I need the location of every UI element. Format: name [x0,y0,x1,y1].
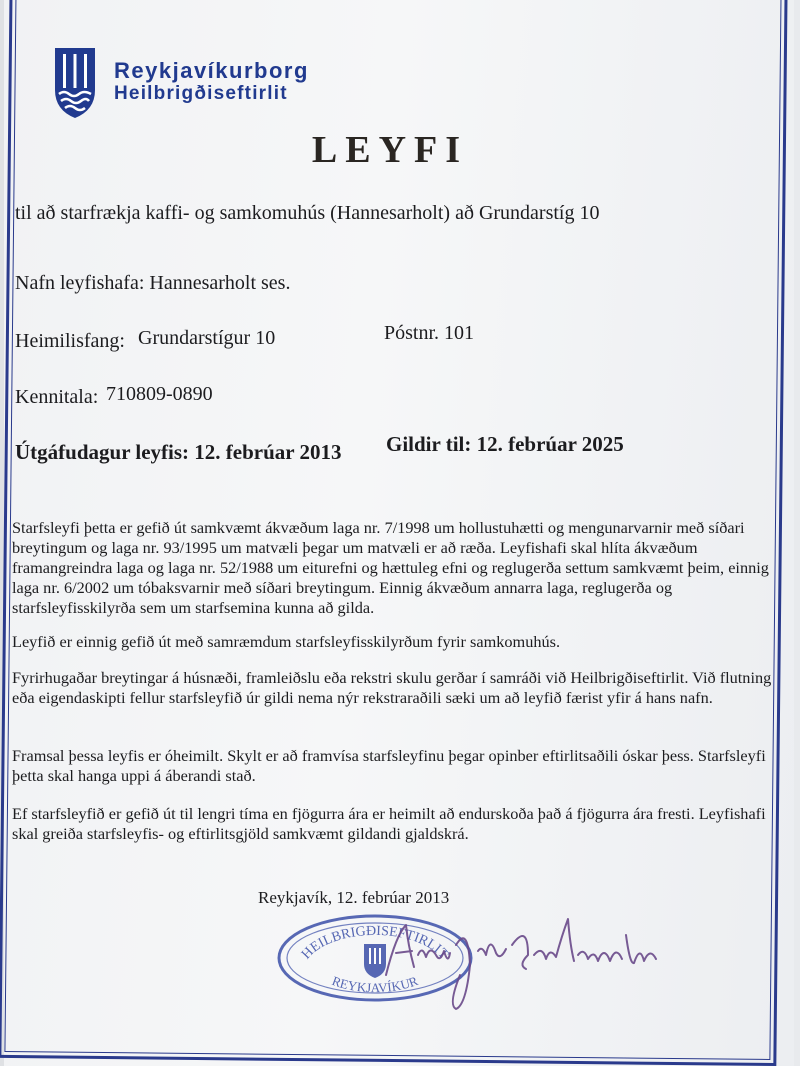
address-value: Grundarstígur 10 [138,327,276,349]
valid-until: Gildir til: 12. febrúar 2025 [386,432,624,456]
permit-purpose: til að starfrækja kaffi- og samkomuhús (Hannesarholt) að Grundarstíg 10 [15,202,600,224]
paragraph-legal-basis: Starfsleyfi þetta er gefið út samkvæmt ákvæðum laga nr. 7/1998 um hollustuhætti og mengunarvarnir með síðari breytingum og laga nr. 93/1995 um matvæli þegar um matvæli er að ræða. Leyfishafi skal hlíta ákvæðum framangreindra laga og laga nr. 52/1988 um eiturefni og hættuleg efni og reglugerða settum samkvæmt þeim, einnig laga nr. 6/2002 um tóbaksvarnir með síðari breytingum. Einnig ákvæðum annarra laga, reglugerða og starfsleyfisskilyrða sem um starfsemina kunna að gilda. [12,518,769,617]
postcode: Póstnr. 101 [384,322,475,344]
org-department: Heilbrigðiseftirlit [114,83,288,104]
place-and-date: Reykjavík, 12. febrúar 2013 [258,888,450,907]
address-label: Heimilisfang: [15,330,125,352]
paragraph-changes: Fyrirhugaðar breytingar á húsnæði, framleiðslu eða rekstri skulu gerðar í samráði við Heilbrigðiseftirlit. Við flutning eða eigendaskipti fellur starfsleyfið úr gildi nema nýr rekstraraðili sæki um að leyfið færist yfir á hans nafn. [12,668,772,707]
reykjavik-crest-icon [52,44,98,120]
paragraph-transfer: Framsal þessa leyfis er óheimilt. Skylt er að framvísa starfsleyfinu þegar opinber eftirlitsaðili óskar þess. Starfsleyfi þetta skal hanga uppi á áberandi stað. [12,746,766,785]
handwritten-signature [378,905,668,1015]
letterhead [52,44,309,120]
org-name: Reykjavíkurborg [114,58,309,83]
issue-date: Útgáfudagur leyfis: 12. febrúar 2013 [15,440,342,464]
paragraph-review-fees: Ef starfsleyfið er gefið út til lengri tíma en fjögurra ára er heimilt að endurskoða það á fjögurra ára fresti. Leyfishafi skal greiða starfsleyfis- og eftirlitsgjöld samkvæmt gildandi gjaldskrá. [12,804,766,843]
document-title: LEYFI [311,129,469,171]
stamp-top-text: HEILBRIGÐISEFTIRLIT [299,923,452,963]
kennitala-label: Kennitala: [15,386,99,408]
permit-holder: Nafn leyfishafa: Hannesarholt ses. [15,272,291,294]
kennitala-value: 710809-0890 [106,383,213,405]
stamp-bottom-text: REYKJAVÍKUR [330,972,420,996]
paragraph-conditions: Leyfið er einnig gefið út með samræmdum starfsleyfisskilyrðum fyrir samkomuhús. [12,632,561,651]
